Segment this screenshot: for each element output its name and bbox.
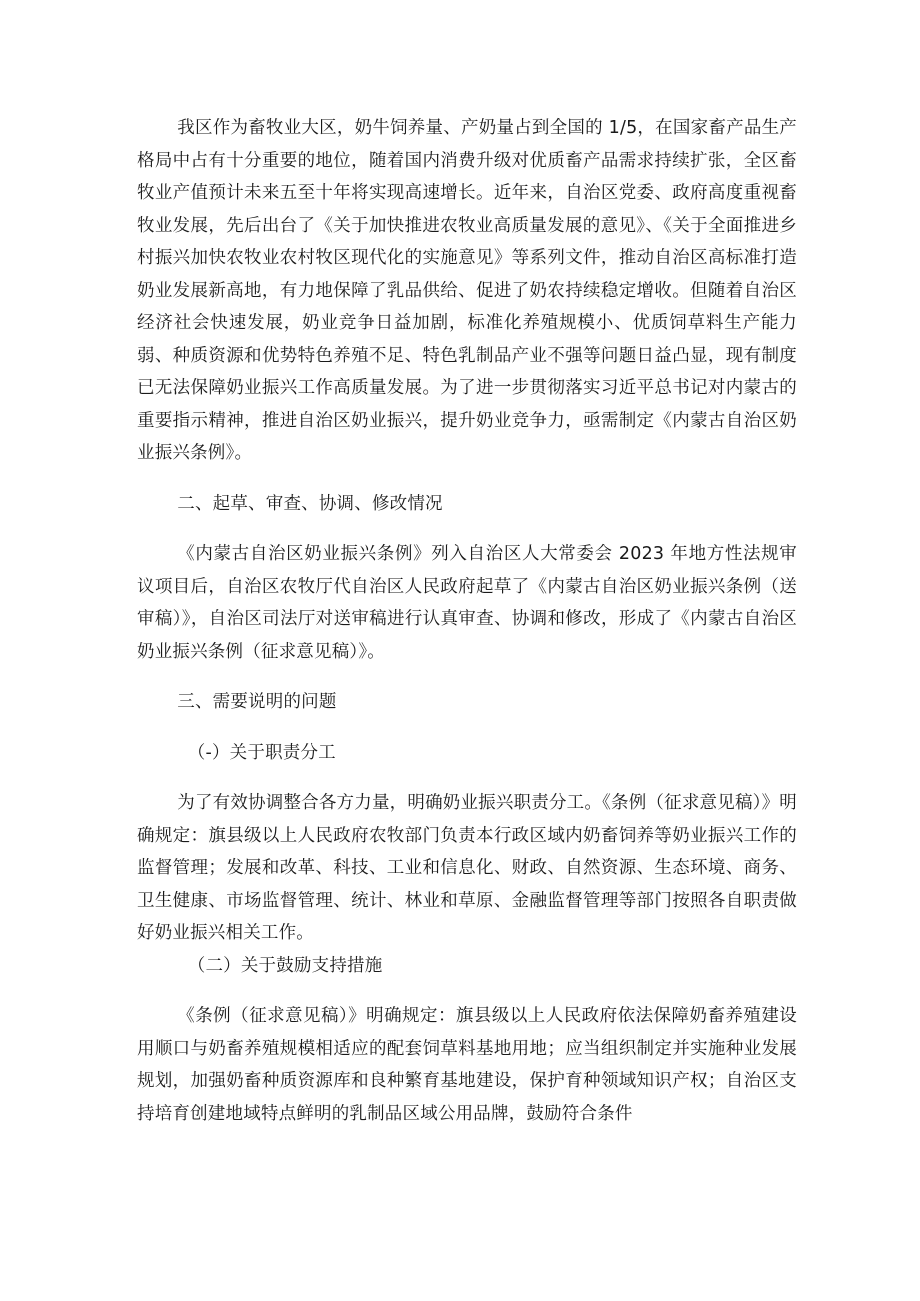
subheading-responsibilities: （-）关于职责分工 bbox=[187, 742, 336, 763]
paragraph-responsibilities: 为了有效协调整合各方力量，明确奶业振兴职责分工。《条例（征求意见稿）》明确规定：旗县级以上人民政府农牧部门负责本行政区域内奶畜饲养等奶业振兴工作的监督管理；发展和改革、科技、工业和信息化、财政、自然资源、生态环境、商务、卫生健康、市场监督管理、统计、林业和草原、金融监督管理等部门按照各自职责做好奶业振兴相关工作。 bbox=[137, 793, 797, 943]
paragraph-support-measures: 《条例（征求意见稿）》明确规定：旗县级以上人民政府依法保障奶畜养殖建设用顺口与奶畜养殖规模相适应的配套饲草料基地用地；应当组织制定并实施种业发展规划，加强奶畜种质资源库和良种繁育基地建设，保护育种领域知识产权；自治区支持培育创建地域特点鲜明的乳制品区域公用品牌，鼓励符合条件 bbox=[137, 1006, 797, 1124]
document-body bbox=[137, 112, 797, 1130]
section-heading-issues: 三、需要说明的问题 bbox=[177, 692, 337, 712]
subheading-support-measures: （二）关于鼓励支持措施 bbox=[187, 955, 383, 976]
section-heading-drafting: 二、起草、审查、协调、修改情况 bbox=[177, 493, 443, 514]
paragraph-drafting-process: 《内蒙古自治区奶业振兴条例》列入自治区人大常委会 2023 年地方性法规审议项目后，自治区农牧厅代自治区人民政府起草了《内蒙古自治区奶业振兴条例（送审稿）》，自治区司法厅对送审稿进行认真审查、协调和修改，形成了《内蒙古自治区奶业振兴条例（征求意见稿）》。 bbox=[137, 544, 797, 662]
paragraph-dairy-background: 我区作为畜牧业大区，奶牛饲养量、产奶量占到全国的 1/5，在国家畜产品生产格局中占有十分重要的地位，随着国内消费升级对优质畜产品需求持续扩张，全区畜牧业产值预计未来五至十年将实现高速增长。近年来，自治区党委、政府高度重视畜牧业发展，先后出台了《关于加快推进农牧业高质量发展的意见》、《关于全面推进乡村振兴加快农牧业农村牧区现代化的实施意见》等系列文件，推动自治区高标准打造奶业发展新高地，有力地保障了乳品供给、促进了奶农持续稳定增收。但随着自治区经济社会快速发展，奶业竞争日益加剧，标准化养殖规模小、优质饲草料生产能力弱、种质资源和优势特色养殖不足、特色乳制品产业不强等问题日益凸显，现有制度已无法保障奶业振兴工作高质量发展。为了进一步贯彻落实习近平总书记对内蒙古的重要指示精神，推进自治区奶业振兴，提升奶业竞争力，亟需制定《内蒙古自治区奶业振兴条例》。 bbox=[137, 118, 797, 463]
